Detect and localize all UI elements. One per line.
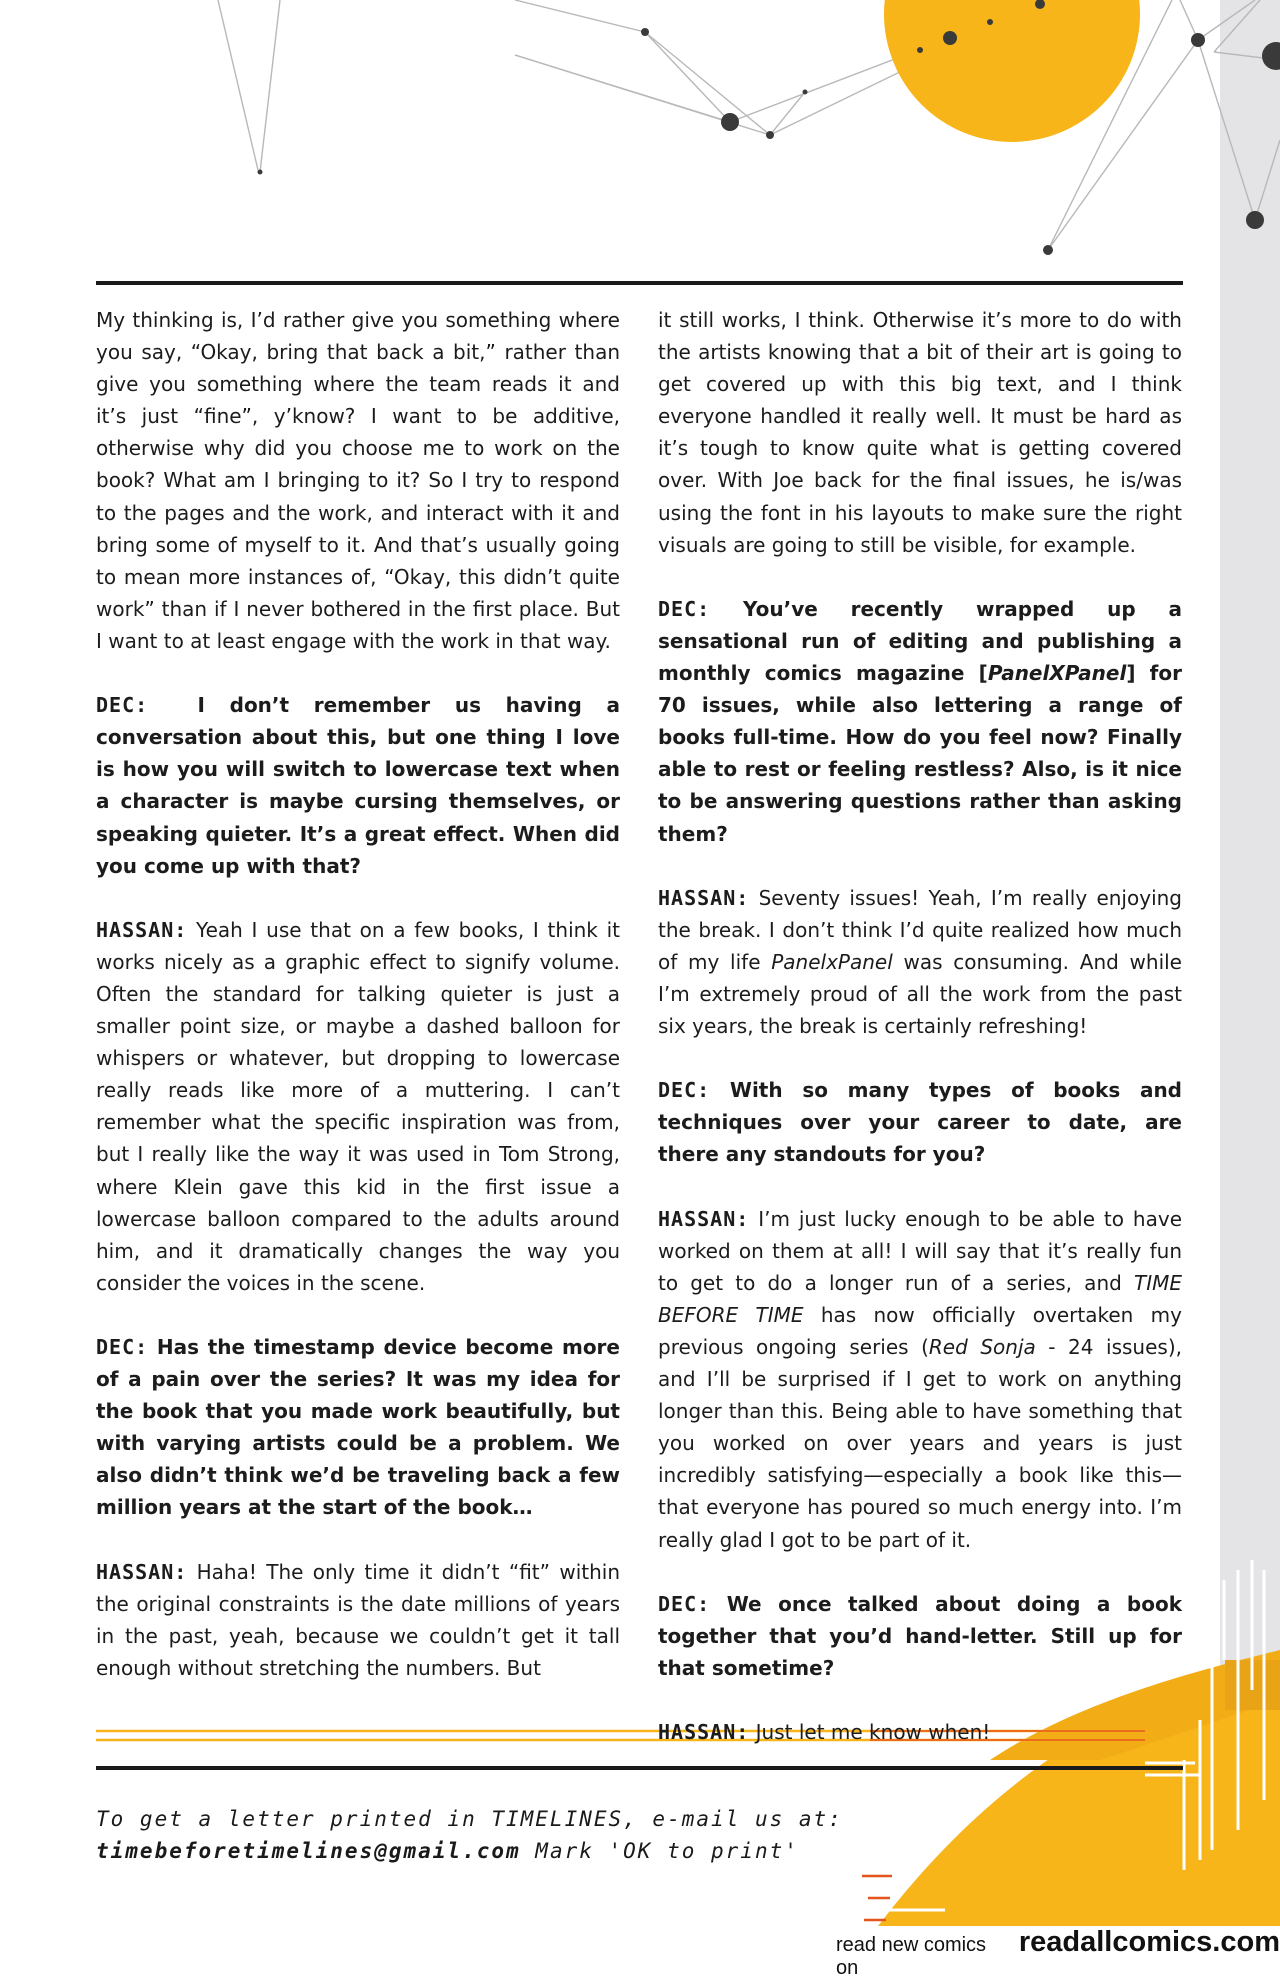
speaker-label: HASSAN: [96,1560,187,1584]
question: DEC: With so many types of books and techniques over your career to date, are there any standouts for you? [658,1074,1182,1170]
answer: HASSAN: Seventy issues! Yeah, I’m really enjoying the break. I don’t think I’d quite realized how much of my life PanelxPanel was consuming. And while I’m extremely proud of all the work from the past six years, the break is certainly refreshing! [658,882,1182,1042]
question: DEC: We once talked about doing a book together that you’d hand-letter. Still up for that sometime? [658,1588,1182,1684]
speaker-label: DEC: [658,597,710,621]
question: DEC: You’ve recently wrapped up a sensational run of editing and publishing a monthly comics magazine [PanelXPanel] for 70 issues, while also lettering a range of books full-time. How do you feel now? Finally able to rest or feeling restless? Also, is it nice to be answering questions rather than asking them? [658,593,1182,850]
watermark[interactable] [832,1926,1280,1965]
top-divider [96,281,1183,285]
question: DEC: Has the timestamp device become more of a pain over the series? It was my idea for the book that you made work beautifully, but with varying artists could be a problem. We also didn’t think we’d be traveling back a few million years at the start of the book… [96,1331,620,1524]
right-column [658,304,1182,1780]
left-column [96,304,620,1716]
magazine-title: PanelxPanel [771,950,893,974]
speaker-label: DEC: [96,693,148,717]
yellow-sun [884,0,1140,142]
footer-line: To get a letter printed in TIMELINES, e-mail us at: [96,1803,876,1835]
answer: HASSAN: Yeah I use that on a few books, I think it works nicely as a graphic effect to signify volume. Often the standard for talking quieter is just a smaller point size, or maybe a dashed balloon for whispers or whatever, but dropping to lowercase really reads like more of a muttering. I can’t remember what the specific inspiration was from, but I really like the way it was used in Tom Strong, where Klein gave this kid in the first issue a lowercase balloon compared to the adults around him, and it dramatically changes the way you consider the voices in the scene. [96,914,620,1299]
book-title: Red Sonja [929,1335,1036,1359]
paragraph: it still works, I think. Otherwise it’s more to do with the artists knowing that a bit of their art is going to get covered up with this big text, and I think everyone handled it really well. It must be hard as it’s tough to know quite what is getting covered over. With Joe back for the final issues, he is/was using the font in his layouts to make sure the right visuals are going to still be visible, for example. [658,304,1182,561]
watermark-small-text: read new comics on [836,1934,1011,1980]
email-link[interactable]: timebeforetimelines@gmail.com [96,1839,521,1863]
speaker-label: DEC: [658,1078,710,1102]
answer: HASSAN: I’m just lucky enough to be able to have worked on them at all! I will say that it’s really fun to get to do a longer run of a series, and TIME BEFORE TIME has now officially overtaken my previous ongoing series (Red Sonja - 24 issues), and I’ll be surprised if I get to work on anything longer than this. Being able to have something that you worked on over years and years is just incredibly satisfying—especially a book like this—that everyone has poured so much energy into. I’m really glad I got to be part of it. [658,1203,1182,1556]
letters-footer [96,1803,876,1867]
speaker-label: HASSAN: [96,918,187,942]
question: DEC: I don’t remember us having a conversation about this, but one thing I love is how you will switch to lowercase text when a character is maybe cursing themselves, or speaking quieter. It’s a great effect. When did you come up with that? [96,689,620,882]
speaker-label: HASSAN: [658,1720,749,1744]
speaker-label: HASSAN: [658,1207,749,1231]
magazine-title: PanelXPanel [988,661,1127,685]
watermark-site[interactable]: readallcomics.com [1019,1926,1280,1959]
speaker-label: DEC: [658,1592,710,1616]
paragraph: My thinking is, I’d rather give you something where you say, “Okay, bring that back a bit,” rather than give you something where the team reads it and it’s just “fine”, y’know? I want to be additive, otherwise why did you choose me to work on the book? What am I bringing to it? So I try to respond to the pages and the work, and interact with it and bring some of myself to it. And that’s usually going to mean more instances of, “Okay, this didn’t quite work” than if I never bothered in the first place. But I want to at least engage with the work in that way. [96,304,620,657]
speaker-label: HASSAN: [658,886,749,910]
answer: HASSAN: Haha! The only time it didn’t “fit” within the original constraints is the date millions of years in the past, yeah, because we couldn’t get it tall enough without stretching the numbers. But [96,1556,620,1684]
footer-line: timebeforetimelines@gmail.com Mark 'OK to print' [96,1835,876,1867]
speaker-label: DEC: [96,1335,148,1359]
book-title: TIME BEFORE TIME [658,1271,1182,1327]
answer: HASSAN: Just let me know when! [658,1716,1182,1748]
orange-dashes [862,1876,892,1920]
